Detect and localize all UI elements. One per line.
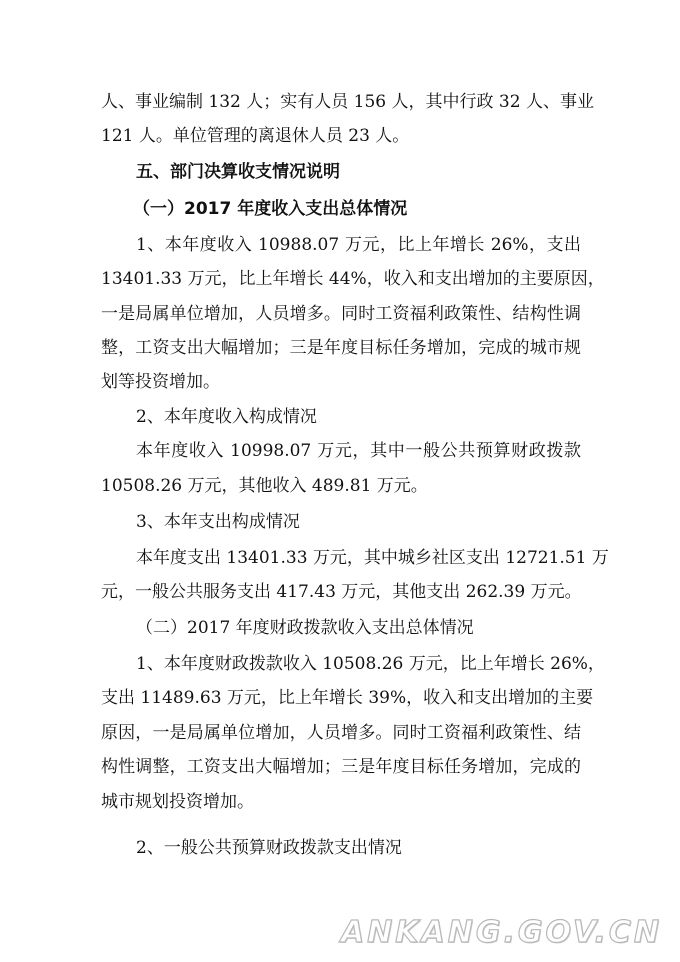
item-heading: 2、一般公共预算财政拨款支出情况	[136, 838, 402, 858]
subsection-heading: （二）2017 年度财政拨款收入支出总体情况	[136, 618, 474, 638]
paragraph-line: 支出 11489.63 万元，比上年增长 39%，收入和支出增加的主要	[101, 688, 594, 708]
section-heading: 五、部门决算收支情况说明	[136, 162, 340, 182]
paragraph-line: 1、本年度收入 10988.07 万元，比上年增长 26%，支出	[136, 235, 581, 255]
paragraph-line: 13401.33 万元，比上年增长 44%，收入和支出增加的主要原因，	[101, 269, 605, 289]
paragraph-line: 121 人。单位管理的离退休人员 23 人。	[101, 126, 410, 146]
paragraph-line: 构性调整，工资支出大幅增加；三是年度目标任务增加，完成的	[101, 757, 581, 777]
site-watermark: ANKANG.GOV.CN	[340, 915, 662, 950]
paragraph-line: 1、本年度财政拨款收入 10508.26 万元，比上年增长 26%，	[136, 654, 605, 674]
paragraph-line: 人、事业编制 132 人；实有人员 156 人，其中行政 32 人、事业	[101, 92, 594, 112]
paragraph-line: 元，一般公共服务支出 417.43 万元，其他支出 262.39 万元。	[101, 582, 582, 602]
paragraph-line: 整，工资支出大幅增加；三是年度目标任务增加，完成的城市规	[101, 338, 581, 358]
item-heading: 2、本年度收入构成情况	[136, 407, 317, 427]
item-heading: 3、本年支出构成情况	[136, 512, 300, 532]
paragraph-line: 城市规划投资增加。	[101, 792, 254, 812]
subsection-heading: （一）2017 年度收入支出总体情况	[133, 199, 408, 219]
paragraph-line: 一是局属单位增加，人员增多。同时工资福利政策性、结构性调	[101, 304, 581, 324]
paragraph-line: 原因，一是局属单位增加，人员增多。同时工资福利政策性、结	[101, 723, 581, 743]
paragraph-line: 本年度收入 10998.07 万元，其中一般公共预算财政拨款	[136, 441, 581, 461]
paragraph-line: 本年度支出 13401.33 万元，其中城乡社区支出 12721.51 万	[136, 548, 609, 568]
paragraph-line: 10508.26 万元，其他收入 489.81 万元。	[101, 476, 428, 496]
paragraph-line: 划等投资增加。	[101, 372, 220, 392]
